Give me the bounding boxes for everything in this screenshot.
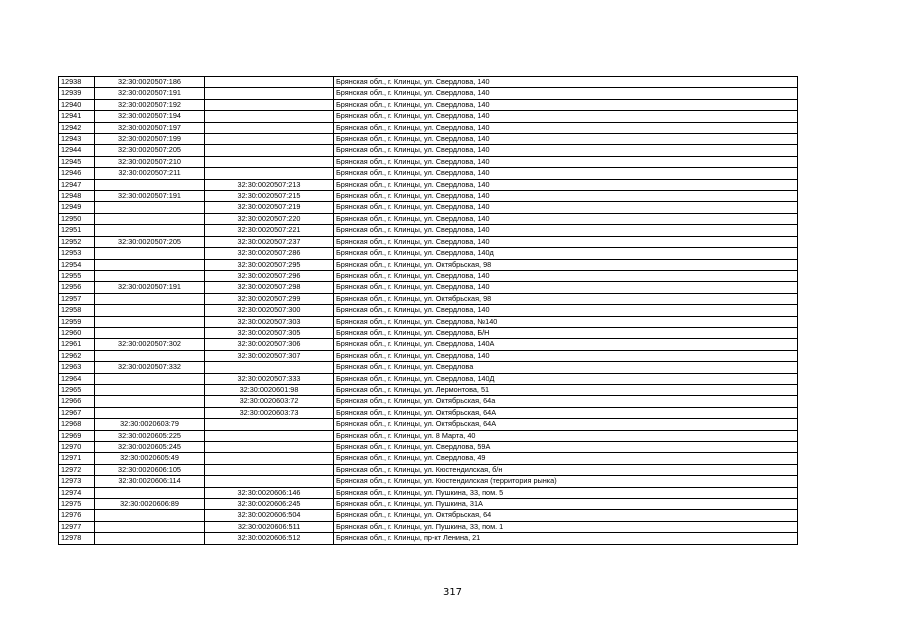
cadastral-number-cell: 32:30:0020605:225	[95, 430, 205, 441]
address-cell: Брянская обл., г. Клинцы, ул. Свердлова, 140	[334, 156, 798, 167]
table-row	[59, 145, 798, 156]
table-row	[59, 316, 798, 327]
table-row	[59, 396, 798, 407]
row-number-cell: 12956	[59, 282, 95, 293]
row-number-cell: 12967	[59, 407, 95, 418]
table-row	[59, 430, 798, 441]
row-number-cell: 12972	[59, 464, 95, 475]
address-cell: Брянская обл., г. Клинцы, ул. Октябрьская, 64А	[334, 407, 798, 418]
address-cell: Брянская обл., г. Клинцы, ул. Свердлова, 140	[334, 134, 798, 145]
table-row	[59, 270, 798, 281]
row-number-cell: 12968	[59, 419, 95, 430]
table-row	[59, 442, 798, 453]
row-number-cell: 12962	[59, 350, 95, 361]
related-cadastral-number-cell: 32:30:0020507:303	[205, 316, 334, 327]
related-cadastral-number-cell: 32:30:0020603:73	[205, 407, 334, 418]
cadastral-number-cell	[95, 316, 205, 327]
table-row	[59, 373, 798, 384]
cadastral-number-cell: 32:30:0020507:191	[95, 191, 205, 202]
table-row	[59, 339, 798, 350]
cadastral-number-cell: 32:30:0020603:79	[95, 419, 205, 430]
row-number-cell: 12946	[59, 168, 95, 179]
address-cell: Брянская обл., г. Клинцы, ул. Свердлова, 59А	[334, 442, 798, 453]
related-cadastral-number-cell	[205, 145, 334, 156]
row-number-cell: 12977	[59, 521, 95, 532]
related-cadastral-number-cell	[205, 99, 334, 110]
related-cadastral-number-cell	[205, 442, 334, 453]
table-row	[59, 156, 798, 167]
cadastral-number-cell	[95, 407, 205, 418]
related-cadastral-number-cell: 32:30:0020606:504	[205, 510, 334, 521]
row-number-cell: 12964	[59, 373, 95, 384]
table-row	[59, 464, 798, 475]
row-number-cell: 12963	[59, 362, 95, 373]
table-row	[59, 499, 798, 510]
related-cadastral-number-cell	[205, 419, 334, 430]
cadastral-number-cell: 32:30:0020507:205	[95, 145, 205, 156]
address-cell: Брянская обл., г. Клинцы, ул. Свердлова, 140	[334, 225, 798, 236]
row-number-cell: 12952	[59, 236, 95, 247]
related-cadastral-number-cell: 32:30:0020507:221	[205, 225, 334, 236]
address-cell: Брянская обл., г. Клинцы, ул. Свердлова, Б/Н	[334, 327, 798, 338]
cadastral-number-cell	[95, 213, 205, 224]
cadastral-number-cell: 32:30:0020507:194	[95, 111, 205, 122]
related-cadastral-number-cell: 32:30:0020606:245	[205, 499, 334, 510]
table-row	[59, 384, 798, 395]
cadastral-number-cell	[95, 373, 205, 384]
related-cadastral-number-cell	[205, 430, 334, 441]
address-cell: Брянская обл., г. Клинцы, ул. Свердлова, 140	[334, 111, 798, 122]
row-number-cell: 12948	[59, 191, 95, 202]
table-row	[59, 533, 798, 544]
registry-table	[58, 76, 798, 545]
table-row	[59, 282, 798, 293]
cadastral-number-cell: 32:30:0020507:186	[95, 77, 205, 88]
address-cell: Брянская обл., г. Клинцы, ул. Свердлова, 140	[334, 88, 798, 99]
row-number-cell: 12975	[59, 499, 95, 510]
cadastral-number-cell	[95, 350, 205, 361]
cadastral-number-cell: 32:30:0020507:332	[95, 362, 205, 373]
row-number-cell: 12978	[59, 533, 95, 544]
address-cell: Брянская обл., г. Клинцы, ул. Октябрьская, 98	[334, 293, 798, 304]
address-cell: Брянская обл., г. Клинцы, ул. Свердлова, 140Д	[334, 373, 798, 384]
table-row	[59, 213, 798, 224]
cadastral-number-cell: 32:30:0020507:302	[95, 339, 205, 350]
cadastral-number-cell: 32:30:0020507:191	[95, 282, 205, 293]
row-number-cell: 12960	[59, 327, 95, 338]
cadastral-number-cell: 32:30:0020507:192	[95, 99, 205, 110]
related-cadastral-number-cell: 32:30:0020507:237	[205, 236, 334, 247]
table-row	[59, 453, 798, 464]
cadastral-number-cell: 32:30:0020605:49	[95, 453, 205, 464]
related-cadastral-number-cell: 32:30:0020507:215	[205, 191, 334, 202]
related-cadastral-number-cell: 32:30:0020507:286	[205, 248, 334, 259]
table-row	[59, 191, 798, 202]
cadastral-number-cell	[95, 248, 205, 259]
row-number-cell: 12959	[59, 316, 95, 327]
table-row	[59, 168, 798, 179]
related-cadastral-number-cell	[205, 156, 334, 167]
table-row	[59, 248, 798, 259]
table-row	[59, 521, 798, 532]
table-row	[59, 350, 798, 361]
related-cadastral-number-cell	[205, 464, 334, 475]
table-row	[59, 362, 798, 373]
row-number-cell: 12970	[59, 442, 95, 453]
address-cell: Брянская обл., г. Клинцы, ул. Октябрьская, 64а	[334, 396, 798, 407]
table-row	[59, 88, 798, 99]
address-cell: Брянская обл., г. Клинцы, ул. Октябрьская, 98	[334, 259, 798, 270]
related-cadastral-number-cell: 32:30:0020606:511	[205, 521, 334, 532]
row-number-cell: 12973	[59, 476, 95, 487]
related-cadastral-number-cell: 32:30:0020507:220	[205, 213, 334, 224]
related-cadastral-number-cell	[205, 134, 334, 145]
address-cell: Брянская обл., г. Клинцы, ул. Свердлова, 140	[334, 350, 798, 361]
related-cadastral-number-cell: 32:30:0020507:295	[205, 259, 334, 270]
row-number-cell: 12969	[59, 430, 95, 441]
related-cadastral-number-cell	[205, 362, 334, 373]
related-cadastral-number-cell	[205, 453, 334, 464]
address-cell: Брянская обл., г. Клинцы, ул. Свердлова, 140	[334, 122, 798, 133]
table-row	[59, 327, 798, 338]
address-cell: Брянская обл., г. Клинцы, ул. Свердлова, 140	[334, 270, 798, 281]
related-cadastral-number-cell	[205, 476, 334, 487]
table-row	[59, 293, 798, 304]
related-cadastral-number-cell: 32:30:0020507:298	[205, 282, 334, 293]
row-number-cell: 12939	[59, 88, 95, 99]
cadastral-number-cell	[95, 270, 205, 281]
table-row	[59, 487, 798, 498]
cadastral-number-cell: 32:30:0020507:210	[95, 156, 205, 167]
related-cadastral-number-cell	[205, 168, 334, 179]
row-number-cell: 12971	[59, 453, 95, 464]
address-cell: Брянская обл., г. Клинцы, ул. Свердлова, 140	[334, 305, 798, 316]
row-number-cell: 12957	[59, 293, 95, 304]
row-number-cell: 12958	[59, 305, 95, 316]
cadastral-number-cell	[95, 396, 205, 407]
table-row	[59, 510, 798, 521]
row-number-cell: 12943	[59, 134, 95, 145]
registry-table-body	[59, 77, 798, 545]
cadastral-number-cell: 32:30:0020606:114	[95, 476, 205, 487]
table-row	[59, 179, 798, 190]
row-number-cell: 12945	[59, 156, 95, 167]
cadastral-number-cell: 32:30:0020507:211	[95, 168, 205, 179]
address-cell: Брянская обл., г. Клинцы, ул. Свердлова, №140	[334, 316, 798, 327]
address-cell: Брянская обл., г. Клинцы, ул. Кюстендилская, б/н	[334, 464, 798, 475]
cadastral-number-cell	[95, 293, 205, 304]
address-cell: Брянская обл., г. Клинцы, ул. Свердлова, 140	[334, 282, 798, 293]
address-cell: Брянская обл., г. Клинцы, ул. Пушкина, 33, пом. 5	[334, 487, 798, 498]
row-number-cell: 12953	[59, 248, 95, 259]
address-cell: Брянская обл., г. Клинцы, ул. Свердлова, 140	[334, 168, 798, 179]
related-cadastral-number-cell: 32:30:0020507:306	[205, 339, 334, 350]
cadastral-number-cell	[95, 327, 205, 338]
address-cell: Брянская обл., г. Клинцы, ул. Свердлова	[334, 362, 798, 373]
row-number-cell: 12974	[59, 487, 95, 498]
related-cadastral-number-cell: 32:30:0020507:299	[205, 293, 334, 304]
table-row	[59, 407, 798, 418]
related-cadastral-number-cell: 32:30:0020601:98	[205, 384, 334, 395]
address-cell: Брянская обл., г. Клинцы, ул. Свердлова, 140д	[334, 248, 798, 259]
related-cadastral-number-cell: 32:30:0020507:333	[205, 373, 334, 384]
address-cell: Брянская обл., г. Клинцы, ул. Свердлова, 140	[334, 179, 798, 190]
row-number-cell: 12941	[59, 111, 95, 122]
related-cadastral-number-cell	[205, 122, 334, 133]
address-cell: Брянская обл., г. Клинцы, пр-кт Ленина, 21	[334, 533, 798, 544]
cadastral-number-cell	[95, 533, 205, 544]
table-row	[59, 77, 798, 88]
table-row	[59, 419, 798, 430]
table-row	[59, 202, 798, 213]
table-row	[59, 259, 798, 270]
row-number-cell: 12949	[59, 202, 95, 213]
address-cell: Брянская обл., г. Клинцы, ул. Свердлова, 140	[334, 202, 798, 213]
related-cadastral-number-cell: 32:30:0020507:300	[205, 305, 334, 316]
table-row	[59, 134, 798, 145]
page-number: 317	[442, 587, 463, 598]
table-row	[59, 236, 798, 247]
related-cadastral-number-cell: 32:30:0020507:305	[205, 327, 334, 338]
row-number-cell: 12955	[59, 270, 95, 281]
row-number-cell: 12954	[59, 259, 95, 270]
cadastral-number-cell	[95, 305, 205, 316]
related-cadastral-number-cell: 32:30:0020507:219	[205, 202, 334, 213]
related-cadastral-number-cell: 32:30:0020507:307	[205, 350, 334, 361]
row-number-cell: 12951	[59, 225, 95, 236]
related-cadastral-number-cell: 32:30:0020606:512	[205, 533, 334, 544]
row-number-cell: 12950	[59, 213, 95, 224]
address-cell: Брянская обл., г. Клинцы, ул. Свердлова, 49	[334, 453, 798, 464]
cadastral-number-cell	[95, 259, 205, 270]
cadastral-number-cell	[95, 487, 205, 498]
address-cell: Брянская обл., г. Клинцы, ул. Свердлова, 140А	[334, 339, 798, 350]
cadastral-number-cell: 32:30:0020507:199	[95, 134, 205, 145]
table-row	[59, 225, 798, 236]
related-cadastral-number-cell: 32:30:0020606:146	[205, 487, 334, 498]
address-cell: Брянская обл., г. Клинцы, ул. Кюстендилская (территория рынка)	[334, 476, 798, 487]
row-number-cell: 12947	[59, 179, 95, 190]
address-cell: Брянская обл., г. Клинцы, ул. Свердлова, 140	[334, 99, 798, 110]
cadastral-number-cell: 32:30:0020507:191	[95, 88, 205, 99]
address-cell: Брянская обл., г. Клинцы, ул. 8 Марта, 40	[334, 430, 798, 441]
table-row	[59, 305, 798, 316]
address-cell: Брянская обл., г. Клинцы, ул. Октябрьская, 64	[334, 510, 798, 521]
address-cell: Брянская обл., г. Клинцы, ул. Октябрьская, 64А	[334, 419, 798, 430]
table-row	[59, 99, 798, 110]
address-cell: Брянская обл., г. Клинцы, ул. Свердлова, 140	[334, 77, 798, 88]
cadastral-number-cell	[95, 521, 205, 532]
cadastral-number-cell	[95, 225, 205, 236]
related-cadastral-number-cell	[205, 88, 334, 99]
related-cadastral-number-cell	[205, 111, 334, 122]
row-number-cell: 12940	[59, 99, 95, 110]
address-cell: Брянская обл., г. Клинцы, ул. Пушкина, 33, пом. 1	[334, 521, 798, 532]
cadastral-number-cell	[95, 384, 205, 395]
address-cell: Брянская обл., г. Клинцы, ул. Свердлова, 140	[334, 236, 798, 247]
related-cadastral-number-cell: 32:30:0020507:213	[205, 179, 334, 190]
cadastral-number-cell: 32:30:0020507:205	[95, 236, 205, 247]
table-row	[59, 122, 798, 133]
cadastral-number-cell: 32:30:0020606:105	[95, 464, 205, 475]
address-cell: Брянская обл., г. Клинцы, ул. Свердлова, 140	[334, 213, 798, 224]
row-number-cell: 12938	[59, 77, 95, 88]
address-cell: Брянская обл., г. Клинцы, ул. Пушкина, 31А	[334, 499, 798, 510]
table-row	[59, 111, 798, 122]
address-cell: Брянская обл., г. Клинцы, ул. Свердлова, 140	[334, 145, 798, 156]
table-row	[59, 476, 798, 487]
cadastral-number-cell	[95, 202, 205, 213]
address-cell: Брянская обл., г. Клинцы, ул. Свердлова, 140	[334, 191, 798, 202]
cadastral-number-cell: 32:30:0020507:197	[95, 122, 205, 133]
related-cadastral-number-cell: 32:30:0020507:296	[205, 270, 334, 281]
row-number-cell: 12965	[59, 384, 95, 395]
cadastral-number-cell: 32:30:0020605:245	[95, 442, 205, 453]
cadastral-number-cell	[95, 179, 205, 190]
row-number-cell: 12966	[59, 396, 95, 407]
related-cadastral-number-cell	[205, 77, 334, 88]
row-number-cell: 12976	[59, 510, 95, 521]
address-cell: Брянская обл., г. Клинцы, ул. Лермонтова, 51	[334, 384, 798, 395]
row-number-cell: 12961	[59, 339, 95, 350]
row-number-cell: 12944	[59, 145, 95, 156]
cadastral-number-cell: 32:30:0020606:89	[95, 499, 205, 510]
cadastral-number-cell	[95, 510, 205, 521]
related-cadastral-number-cell: 32:30:0020603:72	[205, 396, 334, 407]
row-number-cell: 12942	[59, 122, 95, 133]
